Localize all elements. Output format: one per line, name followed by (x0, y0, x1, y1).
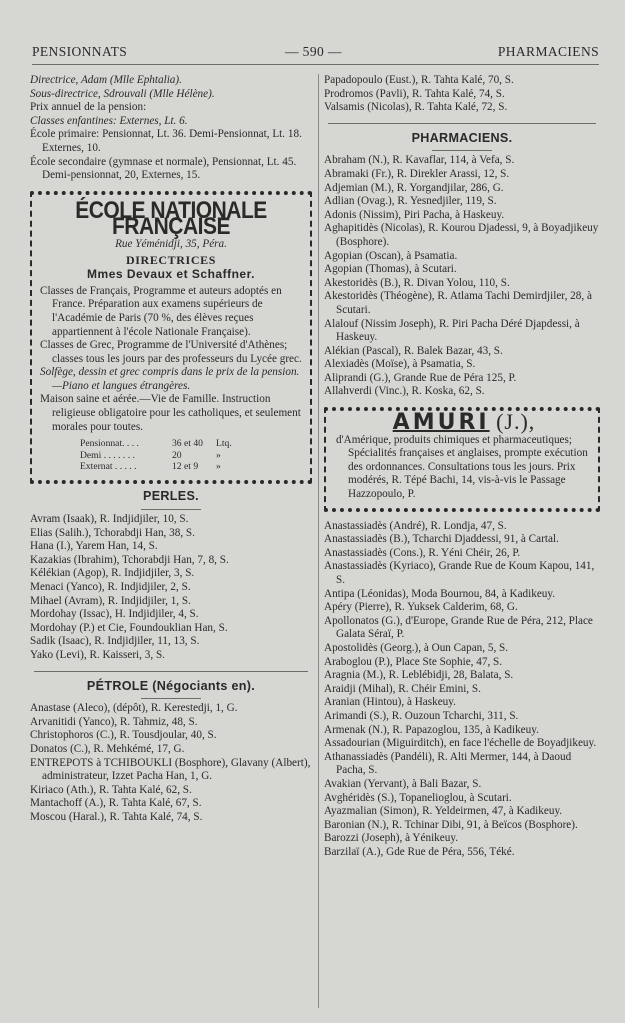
section-rule (141, 698, 201, 699)
list-item: Arimandi (S.), R. Ouzoun Tcharchi, 311, S. (324, 709, 519, 722)
tarif-label: Externat . . . . . (80, 461, 137, 473)
list-item: Prodromos (Pavli), R. Tahta Kalé, 74, S. (324, 87, 505, 100)
list-item: Avghéridès (S.), Topanelioglou, à Scutari. (324, 791, 512, 804)
list-item: Avram (Isaak), R. Indjidjiler, 10, S. (30, 513, 189, 526)
list-item: Anastassiadès (André), R. Londja, 47, S. (324, 519, 507, 532)
list-item: Agopian (Thomas), à Scutari. (324, 263, 457, 276)
list-item: Assadourian (Miguirditch), en face l'échelle de Boyadjikeuy. (324, 737, 597, 750)
ad-title: ÉCOLE NATIONALE FRANÇAISE (75, 196, 267, 240)
list-item: Abraham (N.), R. Kavaflar, 114, à Vefa, S. (324, 154, 515, 167)
list-item: Aghapitidès (Nicolas), R. Kourou Djadessi, 9, à Boyadjikeuy (Bosphore). (324, 222, 599, 248)
list-item: Classes enfantines: Externes, Lt. 6. (30, 114, 188, 127)
list-item: Allahverdi (Vinc.), R. Koska, 62, S. (324, 385, 485, 398)
petrole-continued-list (324, 74, 600, 115)
list-item: Alexiadès (Moïse), à Psamatia, S. (324, 358, 476, 371)
list-item: Athanassiadès (Pandéli), R. Alti Mermer, 144, à Daoud Pacha, S. (324, 750, 572, 777)
perles-list (30, 513, 312, 663)
right-column (324, 74, 600, 859)
list-item: Hana (I.), Yarem Han, 14, S. (30, 540, 158, 553)
list-item: Barzilaï (A.), Gde Rue de Péra, 556, Téké. (324, 845, 515, 858)
tarif-label: Pensionnat. . . . (80, 438, 139, 450)
section-title-perles: PERLES. (143, 489, 199, 504)
list-item: Avakian (Yervant), à Bali Bazar, S. (324, 777, 482, 790)
list-item: Donatos (C.), R. Mehkémé, 17, G. (30, 742, 185, 755)
list-item: Aliprandi (G.), Grande Rue de Péra 125, P. (324, 371, 517, 384)
list-item: Sous-directrice, Sdrouvali (Mlle Hélène). (30, 87, 215, 100)
page-header (32, 44, 599, 62)
list-item: Arvanitidi (Yanco), R. Tahmiz, 48, S. (30, 715, 198, 728)
tarif-unit: » (216, 449, 221, 461)
pensionnat-details (30, 74, 312, 183)
header-section-right: PHARMACIENS (497, 44, 599, 59)
amuri-initial: (J.), (496, 409, 536, 435)
tarif-row (80, 450, 302, 461)
list-item: Mihael (Avram), R. Indjidjiler, 1, S. (30, 594, 191, 607)
tarif-amount: 36 et 40 (172, 438, 203, 450)
list-item: Akestoridès (Théogène), R. Atlama Tachi Demirdjiler, 28, à Scutari. (324, 290, 592, 316)
tarif-amount: 12 et 9 (172, 461, 199, 473)
ecole-advertisement (30, 191, 312, 485)
pharmaciens-list (324, 154, 600, 399)
list-item: Ayazmalian (Simon), R. Yeldeirmen, 47, à Kadikeuy. (324, 805, 563, 818)
list-item: Aragnia (M.), R. Leblébidji, 28, Balata, S. (324, 669, 514, 682)
list-item: Moscou (Haral.), R. Tahta Kalé, 74, S. (30, 810, 203, 823)
tarif-unit: Ltq. (216, 438, 232, 450)
list-item: Papadopoulo (Eust.), R. Tahta Kalé, 70, S. (324, 74, 514, 86)
amuri-advertisement (324, 407, 600, 512)
list-item: Anastassiadès (B.), Tcharchi Djaddessi, 91, à Cartal. (324, 533, 559, 546)
list-item: Apollonatos (G.), d'Europe, Grande Rue de Péra, 212, Place Galata Séraï, P. (324, 614, 593, 641)
ad-directrices-names: Mmes Devaux et Schaffner. (87, 267, 255, 282)
list-item: Kélékian (Agop), R. Indjidjiler, 3, S. (30, 567, 195, 580)
column-divider (318, 74, 319, 1008)
list-item: Directrice, Adam (Mlle Ephtalia). (30, 74, 182, 86)
tarif-row (80, 461, 302, 472)
list-item: Armenak (N.), R. Papazoglou, 135, à Kadikeuy. (324, 723, 539, 736)
list-item: Aranian (Hintou), à Haskeuy. (324, 696, 456, 709)
list-item: ENTREPOTS à TCHIBOUKLI (Bosphore), Glavany (Albert), administrateur, Izzet Pacha Han, 1, G. (30, 756, 311, 783)
amuri-description: d'Amérique, produits chimiques et pharmaceutiques; Spécialités françaises et anglaises, prompte exécution des ordonnances. Consultations tous les jours. Prix modérés, R. Tépé Bachi, 14, vis-à-vis le Passage Hazzopoulo, P. (336, 433, 588, 501)
list-item: Adonis (Nissim), Piri Pacha, à Haskeuy. (324, 208, 505, 221)
tarif-label: Demi . . . . . . . (80, 449, 135, 461)
petrole-list (30, 702, 312, 824)
section-title-pharmaciens: PHARMACIENS. (411, 130, 513, 145)
ad-paragraph: Solfège, dessin et grec compris dans le prix de la pension.—Piano et langues étrangères. (40, 366, 300, 392)
list-item: Agopian (Oscan), à Psamatia. (324, 249, 458, 262)
section-separator (34, 671, 308, 672)
list-item: Akestoridès (B.), R. Divan Yolou, 110, S. (324, 276, 510, 289)
tarif-amount: 20 (172, 449, 182, 461)
list-item: Kiriaco (Ath.), R. Tahta Kalé, 62, S. (30, 783, 192, 796)
list-item: Adjemian (M.), R. Yorgandjilar, 286, G. (324, 181, 504, 194)
list-item: École primaire: Pensionnat, Lt. 36. Demi-Pensionnat, Lt. 18. Externes, 10. (30, 128, 302, 154)
list-item: Alékian (Pascal), R. Balek Bazar, 43, S. (324, 344, 503, 357)
ad-paragraph: Classes de Grec, Programme de l'Université d'Athènes; classes tous les jours par des professeurs du Lycée grec. (40, 339, 302, 365)
list-item: Menaci (Yanco), R. Indjidjiler, 2, S. (30, 581, 191, 594)
list-item: Antipa (Léonidas), Moda Bournou, 84, à Kadikeuy. (324, 587, 556, 600)
header-rule (32, 64, 599, 65)
page-number: — 590 — (285, 44, 342, 59)
list-item: Anastase (Aleco), (dépôt), R. Kerestedji, 1, G. (30, 702, 238, 715)
list-item: École secondaire (gymnase et normale), Pensionnat, Lt. 45. Demi-pensionnat, 20, Externes, 15. (30, 155, 297, 182)
tarif-row (80, 438, 302, 449)
list-item: Kazakias (Ibrahim), Tchorabdji Han, 7, 8, S. (30, 553, 229, 566)
list-item: Adlian (Ovag.), R. Yesnedjiler, 119, S. (324, 195, 497, 208)
section-separator (328, 123, 596, 124)
ad-directrices-label: DIRECTRICES (126, 252, 216, 267)
list-item: Anastassiadès (Cons.), R. Yéni Chéir, 26, P. (324, 546, 521, 559)
list-item: Anastassiadès (Kyriaco), Grande Rue de Koum Kapou, 141, S. (324, 560, 595, 586)
tarif-table (80, 438, 302, 472)
list-item: Apostolidès (Georg.), à Oun Capan, 5, S. (324, 641, 509, 654)
amuri-name: AMURI (392, 410, 490, 436)
ad-paragraph: Classes de Français, Programme et auteurs adoptés en France. Préparation aux examens supérieurs de l'Académie de Paris (70 %, des élèves reçues appartiennent à l'école Nationale Française). (40, 284, 282, 338)
list-item: Valsamis (Nicolas), R. Tahta Kalé, 72, S. (324, 101, 508, 114)
section-title-petrole: PÉTROLE (Négociants en). (86, 678, 256, 693)
section-rule (141, 509, 201, 510)
list-item: Yako (Levi), R. Kaisseri, 3, S. (30, 649, 165, 661)
header-section-left: PENSIONNATS (32, 44, 128, 59)
list-item: Baronian (N.), R. Tchinar Dibi, 91, à Beïcos (Bosphore). (324, 818, 578, 831)
list-item: Abramaki (Fr.), R. Direkler Arassi, 12, S. (324, 167, 510, 180)
ad-address: Rue Yéménidji, 35, Péra. (115, 237, 227, 250)
list-item: Prix annuel de la pension: (30, 101, 147, 114)
list-item: Apéry (Pierre), R. Yuksek Calderim, 68, G. (324, 601, 518, 614)
list-item: Mordohay (Issac), H. Indjidjiler, 4, S. (30, 608, 199, 621)
ad-paragraph: Maison saine et aérée.—Vie de Famille. Instruction religieuse obligatoire pour les catholiques, et seulement morales pour toutes. (40, 393, 301, 433)
tarif-unit: » (216, 461, 221, 473)
list-item: Christophoros (C.), R. Tousdjoular, 40, S. (30, 729, 217, 742)
list-item: Mordohay (P.) et Cie, Foundouklian Han, S. (30, 621, 228, 634)
list-item: Mantachoff (A.), R. Tahta Kalé, 67, S. (30, 797, 202, 810)
list-item: Sadik (Isaac), R. Indjidjiler, 11, 13, S. (30, 635, 200, 648)
left-column (30, 74, 312, 825)
list-item: Elias (Salih.), Tchorabdji Han, 38, S. (30, 526, 195, 539)
list-item: Alalouf (Nissim Joseph), R. Piri Pacha Déré Djapdessi, à Haskeuy. (324, 317, 580, 344)
pharmaciens-list-continued (324, 520, 600, 860)
list-item: Araboglou (P.), Place Ste Sophie, 47, S. (324, 655, 503, 668)
section-rule (432, 150, 492, 151)
list-item: Araidji (Mihal), R. Chéir Emini, S. (324, 682, 481, 695)
list-item: Barozzi (Joseph), à Yénikeuy. (324, 832, 458, 845)
amuri-heading (336, 409, 592, 436)
